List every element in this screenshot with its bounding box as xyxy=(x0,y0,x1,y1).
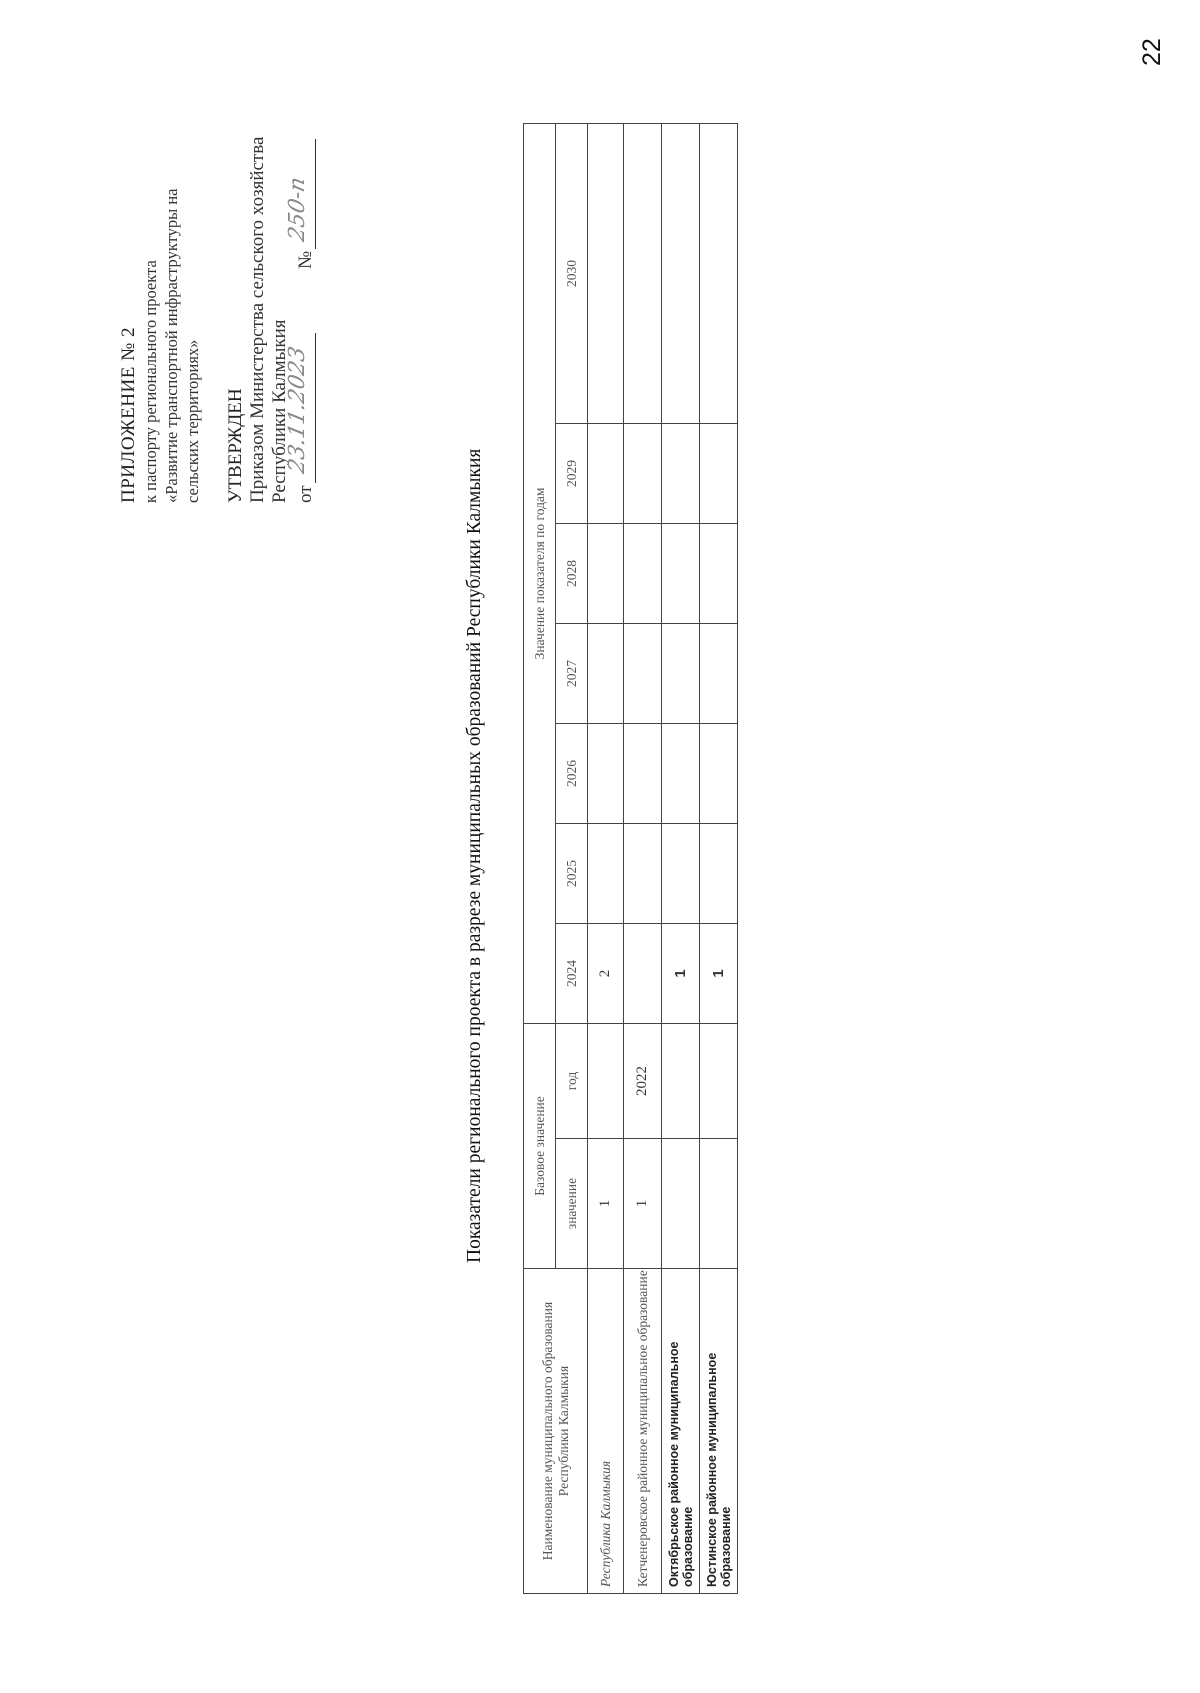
table-row xyxy=(624,123,662,1593)
indicators-table xyxy=(523,123,738,1594)
handwritten-date: 23.11.2023 xyxy=(285,344,310,476)
cell-2029 xyxy=(700,423,738,523)
cell-base-year xyxy=(588,1023,624,1138)
table-row xyxy=(588,123,624,1593)
cell-2025 xyxy=(662,823,700,923)
cell-2028 xyxy=(700,523,738,623)
cell-base-year xyxy=(700,1023,738,1138)
number-label: № xyxy=(295,250,316,269)
appendix-line-3: сельских территориях» xyxy=(183,339,202,503)
cell-2024 xyxy=(624,923,662,1023)
approved-title: УТВЕРЖДЕН xyxy=(225,388,246,503)
cell-2024: 1 xyxy=(662,923,700,1023)
header-year-2029: 2029 xyxy=(556,423,588,523)
cell-2028 xyxy=(662,523,700,623)
header-year-2030: 2030 xyxy=(556,123,588,423)
cell-2029 xyxy=(588,423,624,523)
cell-2024: 1 xyxy=(700,923,738,1023)
header-year-2027: 2027 xyxy=(556,623,588,723)
cell-2025 xyxy=(588,823,624,923)
handwritten-order-number: 250-п xyxy=(285,174,310,244)
appendix-line-1: к паспорту регионального проекта xyxy=(141,260,160,503)
cell-2030 xyxy=(624,123,662,423)
cell-2028 xyxy=(624,523,662,623)
header-year-2028: 2028 xyxy=(556,523,588,623)
row-name: Республика Калмыкия xyxy=(588,1269,624,1594)
approved-line-2: Республики Калмыкия xyxy=(269,319,290,503)
row-name: Октябрьское районное муниципальное образование xyxy=(662,1269,700,1594)
header-year-2025: 2025 xyxy=(556,823,588,923)
header-base-value-group: Базовое значение xyxy=(524,1023,556,1268)
cell-base-value: 1 xyxy=(624,1139,662,1269)
cell-2029 xyxy=(624,423,662,523)
header-yearly-values-group: Значение показателя по годам xyxy=(524,123,556,1023)
cell-2029 xyxy=(662,423,700,523)
cell-base-value xyxy=(662,1139,700,1269)
approval-signature-row xyxy=(285,0,319,503)
cell-2026 xyxy=(700,723,738,823)
from-label: от xyxy=(295,485,316,503)
cell-2027 xyxy=(624,623,662,723)
header-year-2024: 2024 xyxy=(556,923,588,1023)
table-row xyxy=(700,123,738,1593)
cell-2026 xyxy=(588,723,624,823)
approved-line-1: Приказом Министерства сельского хозяйства xyxy=(247,136,268,503)
cell-2025 xyxy=(624,823,662,923)
cell-base-value: 1 xyxy=(588,1139,624,1269)
cell-base-value xyxy=(700,1139,738,1269)
appendix-title: ПРИЛОЖЕНИЕ № 2 xyxy=(118,327,139,503)
cell-2024: 2 xyxy=(588,923,624,1023)
cell-2027 xyxy=(588,623,624,723)
cell-2030 xyxy=(700,123,738,423)
cell-2028 xyxy=(588,523,624,623)
appendix-block xyxy=(118,0,319,503)
header-municipality-name: Наименование муниципального образования Республики Калмыкия xyxy=(524,1269,588,1594)
page-title: Показатели регионального проекта в разрезе муниципальных образований Республики Калмыкия xyxy=(464,448,485,1263)
cell-2025 xyxy=(700,823,738,923)
header-year-2026: 2026 xyxy=(556,723,588,823)
cell-base-year xyxy=(662,1023,700,1138)
cell-2030 xyxy=(662,123,700,423)
cell-2030 xyxy=(588,123,624,423)
cell-2026 xyxy=(624,723,662,823)
cell-2027 xyxy=(700,623,738,723)
row-name: Кетченеровское районное муниципальное образование xyxy=(624,1269,662,1594)
cell-2027 xyxy=(662,623,700,723)
header-base-year: год xyxy=(556,1023,588,1138)
cell-2026 xyxy=(662,723,700,823)
row-name: Юстинское районное муниципальное образование xyxy=(700,1269,738,1594)
appendix-line-2: «Развитие транспортной инфраструктуры на xyxy=(162,188,181,503)
table-row xyxy=(662,123,700,1593)
page-number: 22 xyxy=(1138,38,1166,66)
header-base-value: значение xyxy=(556,1139,588,1269)
cell-base-year: 2022 xyxy=(624,1023,662,1138)
